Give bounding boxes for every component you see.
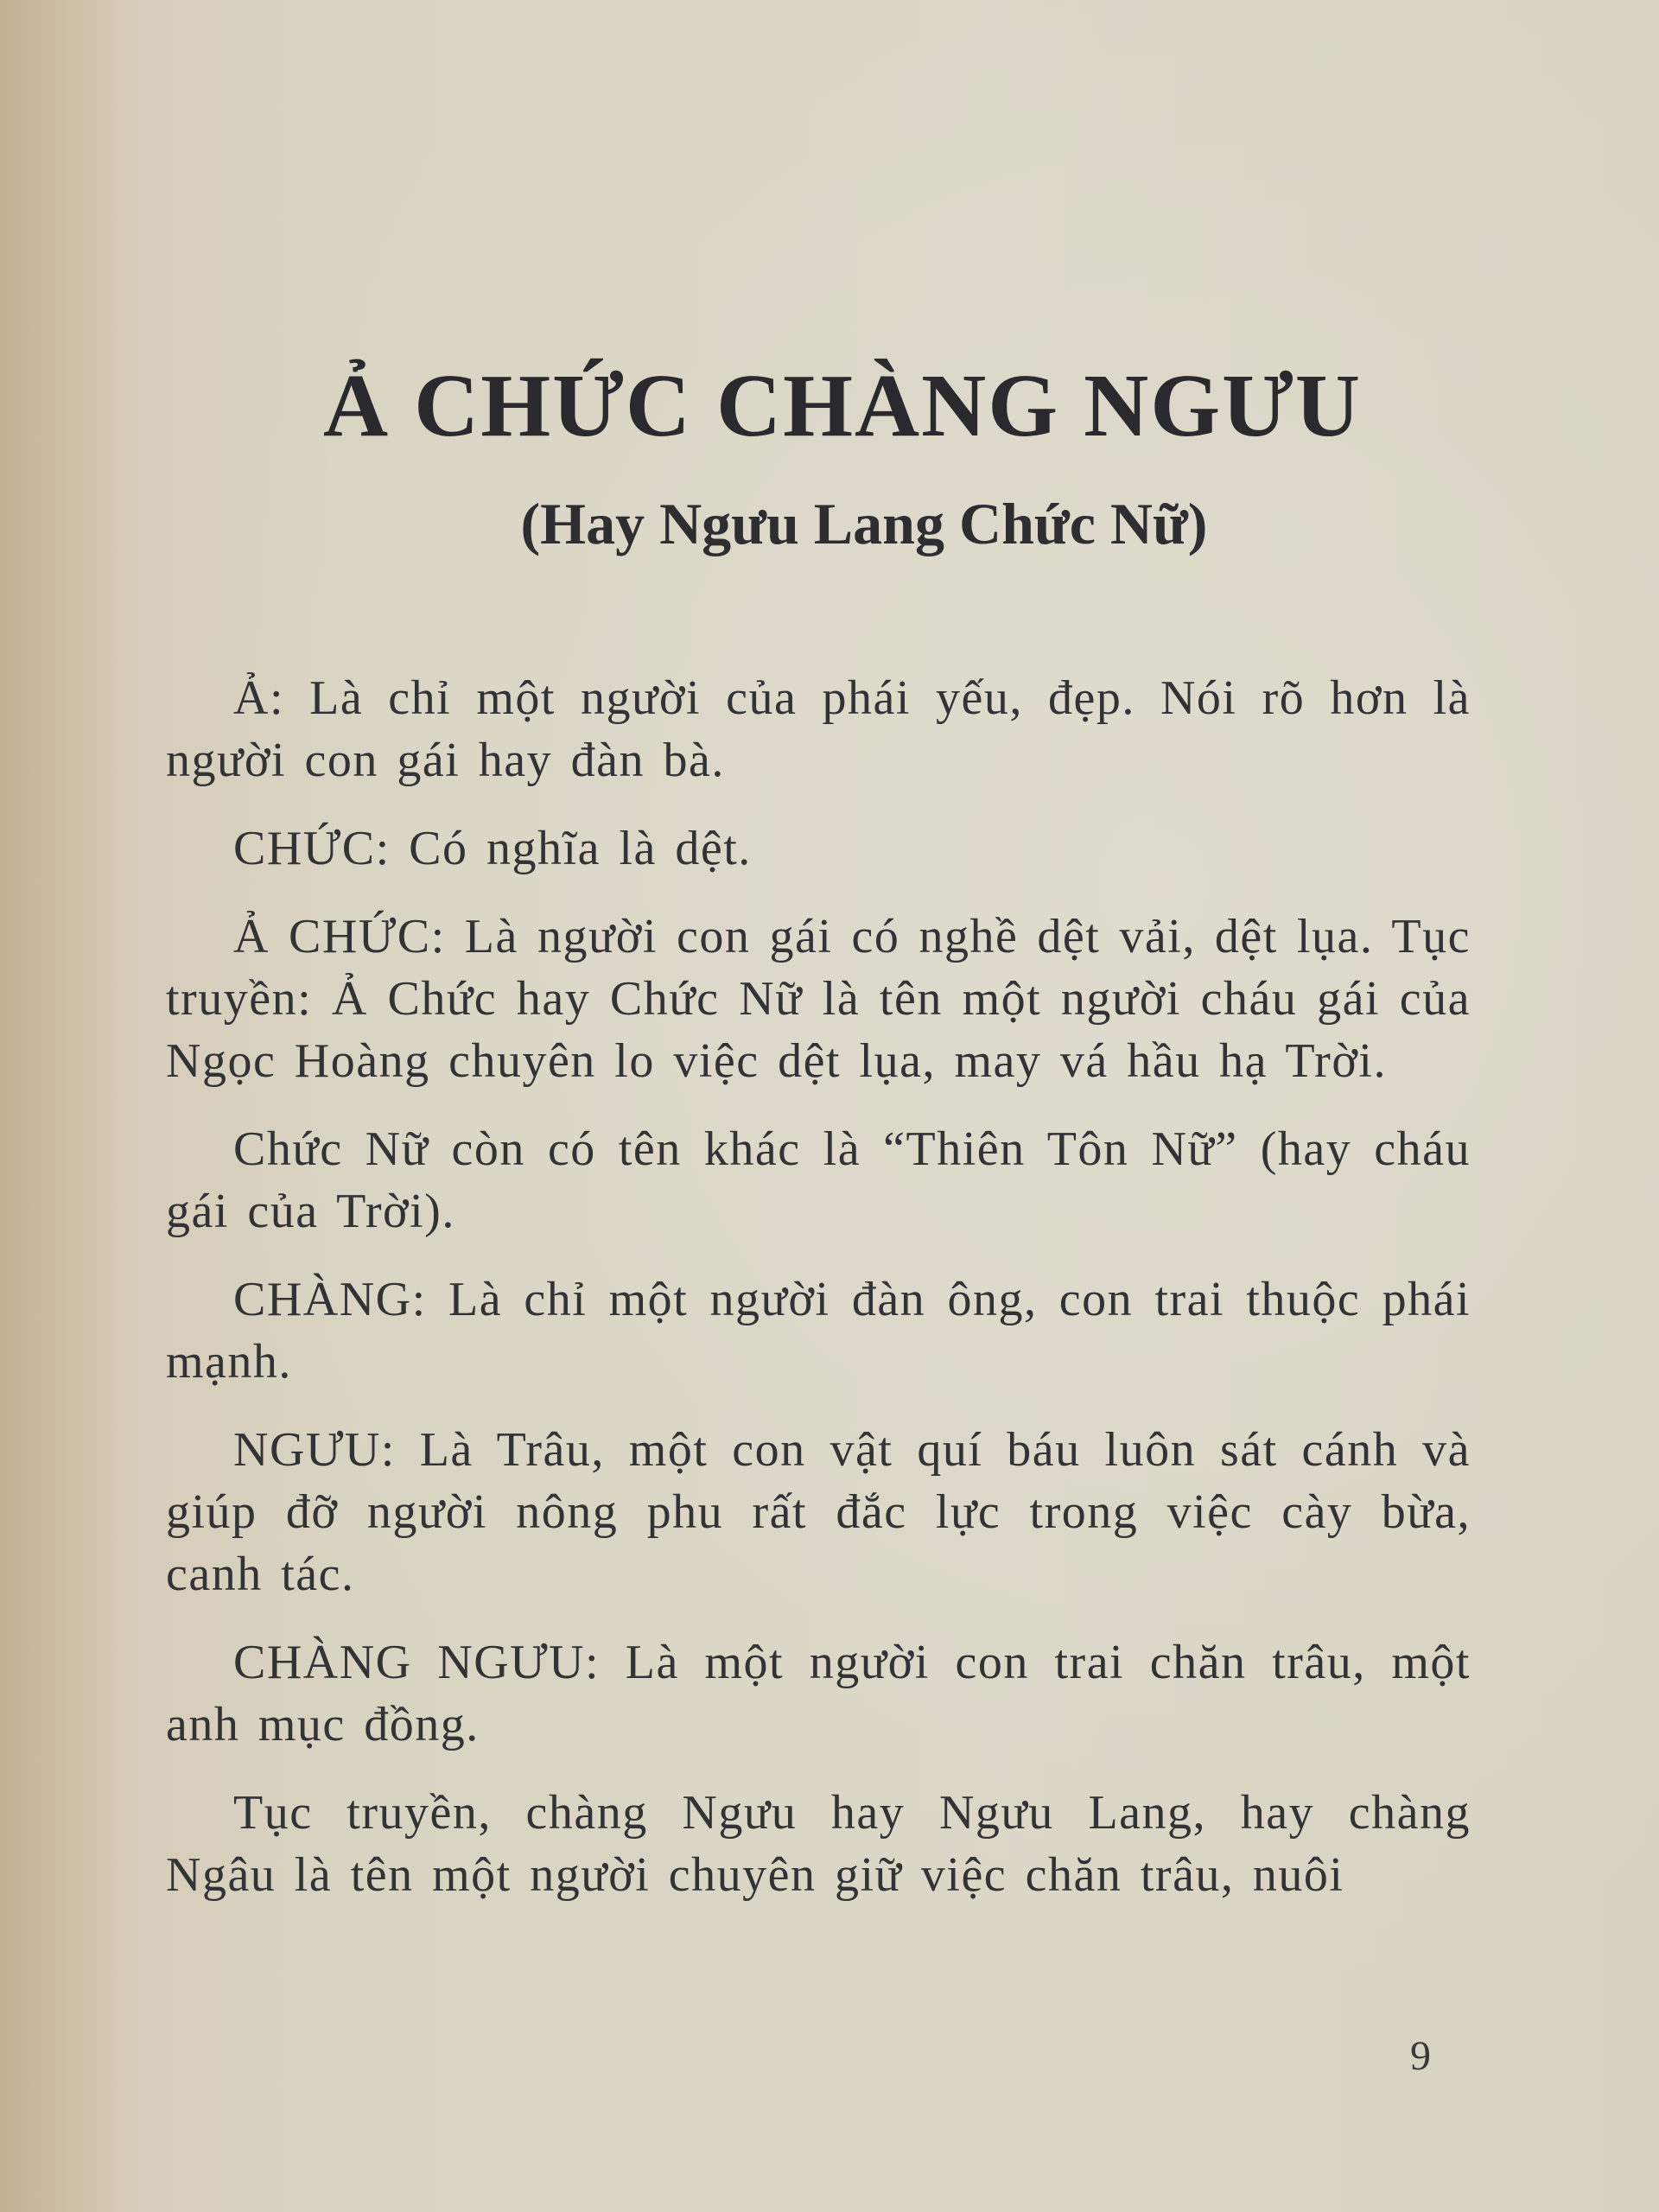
paragraph-a: Ả: Là chỉ một người của phái yếu, đẹp. Nói rõ hơn là người con gái hay đàn bà. (166, 671, 1471, 787)
body-text (166, 667, 1471, 1932)
paragraph-chang: CHÀNG: Là chỉ một người đàn ông, con trai thuộc phái mạnh. (166, 1273, 1471, 1389)
chapter-subtitle: (Hay Ngưu Lang Chức Nữ) (520, 491, 1208, 556)
chapter-title: Ả CHỨC CHÀNG NGƯU (323, 356, 1362, 455)
paragraph-a-chuc: Ả CHỨC: Là người con gái có nghề dệt vải, dệt lụa. Tục truyền: Ả Chức hay Chức Nữ là tên một người cháu gái của Ngọc Hoàng chuyên lo việc dệt lụa, may vá hầu hạ Trời. (166, 910, 1471, 1088)
paragraph-chuc: CHỨC: Có nghĩa là dệt. (233, 822, 752, 875)
paragraph-chuc-nu: Chức Nữ còn có tên khác là “Thiên Tôn Nữ” (hay cháu gái của Trời). (166, 1122, 1471, 1238)
paragraph-nguu: NGƯU: Là Trâu, một con vật quí báu luôn sát cánh và giúp đỡ người nông phu rất đắc lực trong việc cày bừa, canh tác. (166, 1423, 1471, 1601)
page-number: 9 (1410, 2033, 1431, 2079)
paragraph-tuc-truyen: Tục truyền, chàng Ngưu hay Ngưu Lang, hay chàng Ngâu là tên một người chuyên giữ việc chăn trâu, nuôi (166, 1786, 1471, 1902)
paragraph-chang-nguu: CHÀNG NGƯU: Là một người con trai chăn trâu, một anh mục đồng. (166, 1636, 1471, 1751)
